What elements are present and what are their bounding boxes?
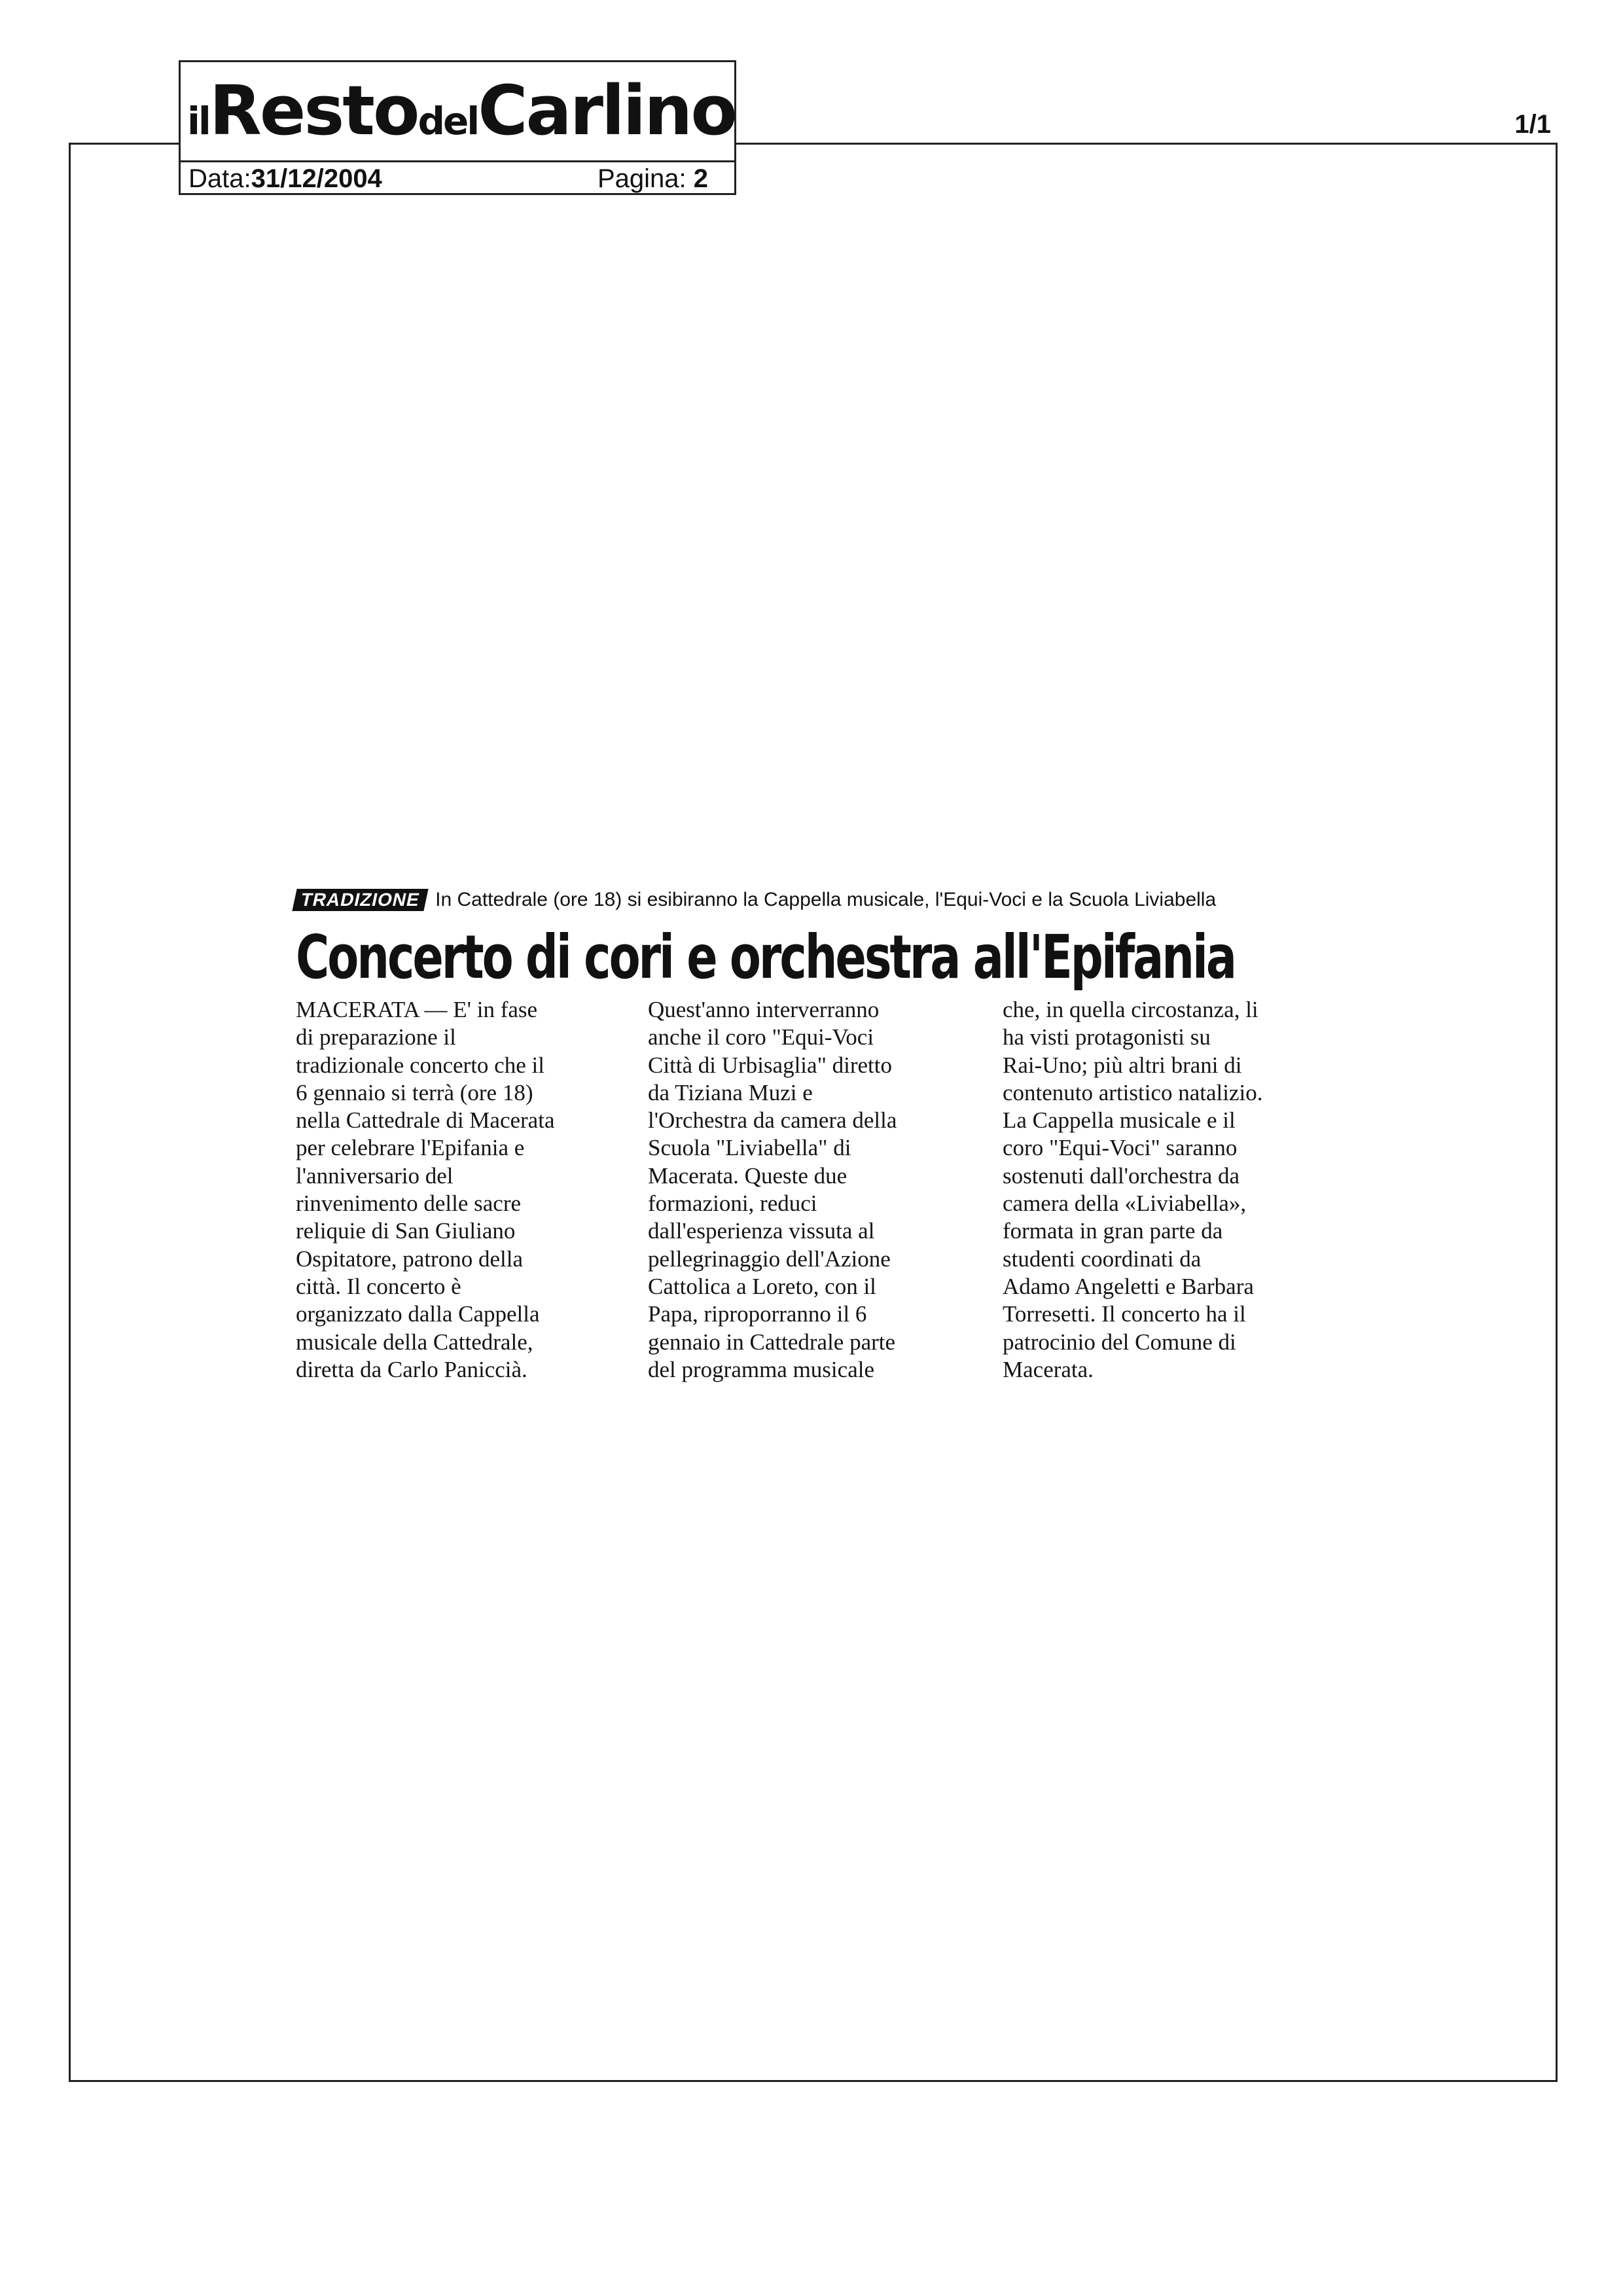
- masthead: [179, 60, 736, 195]
- article-column-2: Quest'anno interverranno anche il coro "Equi-Voci Città di Urbisaglia" diretto da Tiziana Muzi e l'Orchestra da camera della Scuola "Liviabella" di Macerata. Queste due formazioni, reduci dall'esperienza vissuta al pellegrinaggio dell'Azione Cattolica a Loreto, con il Papa, riproporranno il 6 gennaio in Cattedrale parte del programma musicale: [648, 997, 897, 1382]
- section-tag: TRADIZIONE: [292, 889, 428, 911]
- logo-il: il: [187, 99, 209, 143]
- newspaper-logo: [187, 71, 736, 151]
- logo-resto: Resto: [209, 71, 418, 151]
- masthead-meta: [181, 160, 734, 195]
- logo-del: del: [418, 99, 478, 143]
- page-label: Pagina:: [597, 164, 687, 193]
- date-value: 31/12/2004: [251, 164, 382, 193]
- article-headline: Concerto di cori e orchestra all'Epifania: [296, 922, 1236, 992]
- article-column-1: MACERATA — E' in fase di preparazione il tradizionale concerto che il 6 gennaio si terrà (ore 18) nella Cattedrale di Macerata per celebrare l'Epifania e l'anniversario del rinvenimento delle sacre reliquie di San Giuliano Ospitatore, patrono della città. Il concerto è organizzato dalla Cappella musicale della Cattedrale, diretta da Carlo Paniccià.: [296, 997, 555, 1382]
- article-column-3: che, in quella circostanza, li ha visti protagonisti su Rai-Uno; più altri brani di contenuto artistico natalizio. La Cappella musicale e il coro "Equi-Voci" saranno sostenuti dall'orchestra da camera della «Liviabella», formata in gran parte da studenti coordinati da Adamo Angeletti e Barbara Torresetti. Il concerto ha il patrocinio del Comune di Macerata.: [1003, 997, 1263, 1382]
- logo-carlino: Carlino: [478, 71, 736, 151]
- article-kicker: [294, 885, 1342, 915]
- kicker-text: In Cattedrale (ore 18) si esibiranno la Cappella musicale, l'Equi-Voci e la Scuola Liviabella: [435, 889, 1217, 910]
- date-label: Data:: [188, 164, 251, 193]
- page-info: [597, 162, 708, 195]
- page-count: 1/1: [1514, 110, 1551, 139]
- page-value: 2: [693, 164, 708, 193]
- date-info: [188, 162, 382, 195]
